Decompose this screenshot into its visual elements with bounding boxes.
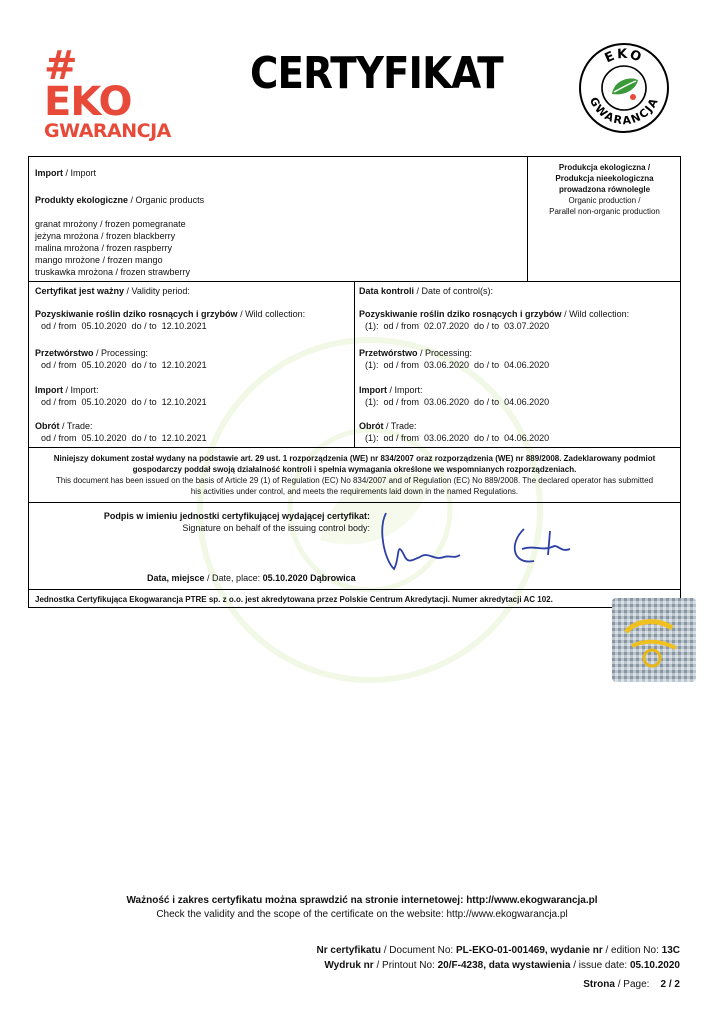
control-item: Obrót / Trade: (1): od / from 03.06.2020 do / to 04.06.2020	[359, 421, 550, 443]
logo-line1: # EKO	[44, 43, 132, 125]
printout-number: Wydruk nr / Printout No: 20/F-4238, data wystawienia / issue date: 05.10.2020	[324, 960, 680, 971]
import-label: Import / Import	[35, 168, 97, 178]
list-item: truskawka mrożona / frozen strawberry	[35, 267, 191, 277]
control-item: Pozyskiwanie roślin dziko rosnących i grzybów / Wild collection: (1): od / from 02.07.2020 do / to 03.07.2020	[359, 309, 630, 331]
page-number: Strona / Page: 2 / 2	[583, 979, 680, 990]
legal-note: Niniejszy dokument został wydany na podstawie art. 29 ust. 1 rozporządzenia (WE) nr 834/2007 oraz rozporządzenia (WE) nr 889/2008. Zadeklarowany podmiot gospodarczy poddał swoją działalność kontroli i spełnia wymagania określone we wspomnianych rozporządzeniach. This document has been issued on the basis of Article 29 (1) of Regulation (EC) No 834/2007 and of Regulation (EC) No 889/2008. The declared operator has submitted his activities under control, and meets the requirements laid down in the named Regulations.	[53, 454, 656, 496]
validity-item: Pozyskiwanie roślin dziko rosnących i grzybów / Wild collection: od / from 05.10.2020 do / to 12.10.2021	[35, 309, 306, 331]
hologram-sticker-icon	[612, 598, 696, 682]
svg-text:GWARANCJA: GWARANCJA	[586, 95, 662, 128]
logo-line2: GWARANCJA	[44, 120, 171, 142]
products-label: Produkty ekologiczne / Organic products	[35, 195, 205, 205]
validity-item: Przetwórstwo / Processing: od / from 05.10.2020 do / to 12.10.2021	[35, 348, 207, 370]
certificate-frame	[28, 156, 681, 608]
ekogwarancja-logo	[44, 43, 171, 142]
production-type: Produkcja ekologiczna / Produkcja nieekologiczna prowadzona równolegle Organic production / Parallel non-organic production	[549, 163, 660, 216]
validity-item: Import / Import: od / from 05.10.2020 do / to 12.10.2021	[35, 385, 207, 407]
list-item: granat mrożony / frozen pomegranate	[35, 219, 186, 229]
list-item: malina mrożona / frozen raspberry	[35, 243, 173, 253]
product-list	[35, 218, 190, 278]
signature-icon	[374, 509, 594, 589]
signature-label: Podpis w imieniu jednostki certyfikującej wydającej certyfikat: Signature on behalf of the issuing control body:	[103, 511, 370, 533]
check-validity-en: Check the validity and the scope of the certificate on the website: http://www.ekogwarancja.pl	[156, 909, 568, 920]
check-validity-pl: Ważność i zakres certyfikatu można sprawdzić na stronie internetowej: http://www.ekogwarancja.pl	[126, 895, 598, 906]
control-item: Przetwórstwo / Processing: (1): od / from 03.06.2020 do / to 04.06.2020	[359, 348, 550, 370]
svg-text:EKO: EKO	[602, 46, 646, 67]
validity-header: Certyfikat jest ważny / Validity period:	[35, 286, 190, 296]
date-place: Data, miejsce / Date, place: 05.10.2020 Dąbrowica	[147, 573, 356, 583]
document-number: Nr certyfikatu / Document No: PL-EKO-01-001469, wydanie nr / edition No: 13C	[316, 945, 680, 956]
controls-header: Data kontroli / Date of control(s):	[359, 286, 494, 296]
list-item: jeżyna mrożona / frozen blackberry	[35, 231, 176, 241]
validity-item: Obrót / Trade: od / from 05.10.2020 do / to 12.10.2021	[35, 421, 207, 443]
eko-seal-icon	[578, 42, 670, 134]
page-title: CERTYFIKAT	[250, 48, 503, 99]
control-item: Import / Import: (1): od / from 03.06.2020 do / to 04.06.2020	[359, 385, 550, 407]
list-item: mango mrożone / frozen mango	[35, 255, 163, 265]
accreditation-note: Jednostka Certyfikująca Ekogwarancja PTRE sp. z o.o. jest akredytowana przez Polskie Centrum Akredytacji. Numer akredytacji AC 102.	[35, 595, 553, 604]
